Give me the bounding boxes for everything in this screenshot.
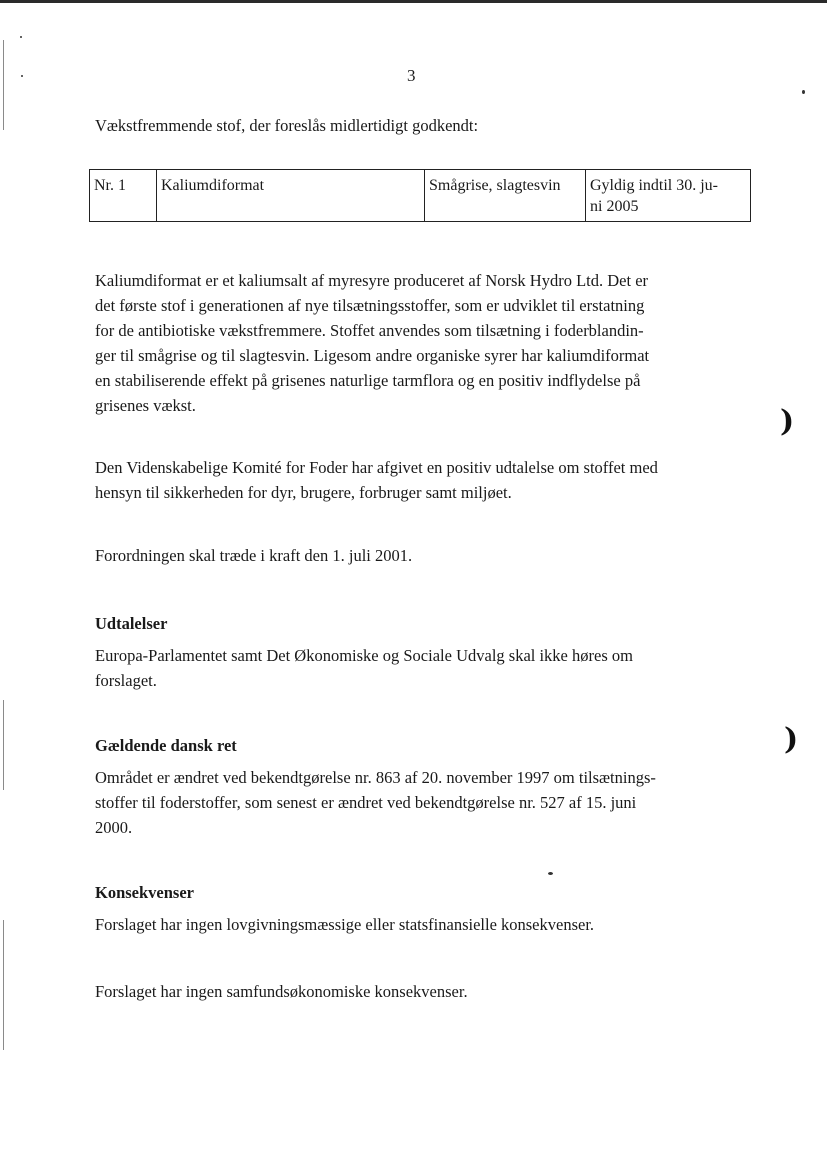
paragraph-line: Forslaget har ingen lovgivningsmæssige eller statsfinansielle konsekvenser. [95, 915, 595, 934]
scan-margin-line [3, 920, 4, 1050]
section-heading-udtalelser: Udtalelser [95, 614, 168, 633]
paragraph-line: stoffer til foderstoffer, som senest er ændret ved bekendtgørelse nr. 527 af 15. juni [95, 793, 637, 812]
paragraph-line: grisenes vækst. [95, 396, 196, 415]
scan-speck [802, 90, 805, 94]
paragraph-line: Forordningen skal træde i kraft den 1. juli 2001. [95, 546, 413, 565]
paragraph-line: forslaget. [95, 671, 157, 690]
paragraph-line: Europa-Parlamentet samt Det Økonomiske og Sociale Udvalg skal ikke høres om [95, 646, 633, 665]
section-heading-gaeldende-dansk-ret: Gældende dansk ret [95, 736, 237, 755]
page-number: 3 [407, 66, 416, 85]
paragraph-line: for de antibiotiske vækstfremmere. Stoffet anvendes som tilsætning i foderblandin- [95, 321, 644, 340]
binder-hole-mark-icon: ) [784, 722, 799, 757]
paragraph-line: Forslaget har ingen samfundsøkonomiske konsekvenser. [95, 982, 468, 1001]
scan-speck [548, 872, 553, 875]
scan-speck [20, 36, 22, 38]
paragraph-line: Kaliumdiformat er et kaliumsalt af myresyre produceret af Norsk Hydro Ltd. Det er [95, 271, 649, 290]
table-cell-number: Nr. 1 [90, 170, 157, 222]
paragraph-line: Den Videnskabelige Komité for Foder har afgivet en positiv udtalelse om stoffet med [95, 458, 658, 477]
table-cell-animals: Smågrise, slagtesvin [425, 170, 586, 222]
binder-hole-mark-icon: ) [780, 404, 795, 439]
section-heading-konsekvenser: Konsekvenser [95, 883, 194, 902]
approval-table [89, 169, 751, 222]
scan-speck [21, 75, 23, 77]
paragraph-line: Området er ændret ved bekendtgørelse nr. 863 af 20. november 1997 om tilsætnings- [95, 768, 656, 787]
paragraph-line: 2000. [95, 818, 133, 837]
scan-margin-line [3, 700, 4, 790]
paragraph-line: hensyn til sikkerheden for dyr, brugere, forbruger samt miljøet. [95, 483, 512, 502]
paragraph-line: ger til smågrise og til slagtesvin. Ligesom andre organiske syrer har kaliumdiformat [95, 346, 650, 365]
table-cell-validity: Gyldig indtil 30. ju- ni 2005 [586, 170, 751, 222]
top-border-rule [0, 0, 827, 3]
paragraph-line: det første stof i generationen af nye tilsætningsstoffer, som er udviklet til erstatning [95, 296, 645, 315]
scan-margin-line [3, 40, 4, 130]
table-row [90, 170, 751, 222]
intro-text: Vækstfremmende stof, der foreslås midlertidigt godkendt: [95, 116, 479, 135]
paragraph-line: en stabiliserende effekt på grisenes naturlige tarmflora og en positiv indflydelse på [95, 371, 641, 390]
table-cell-substance: Kaliumdiformat [157, 170, 425, 222]
